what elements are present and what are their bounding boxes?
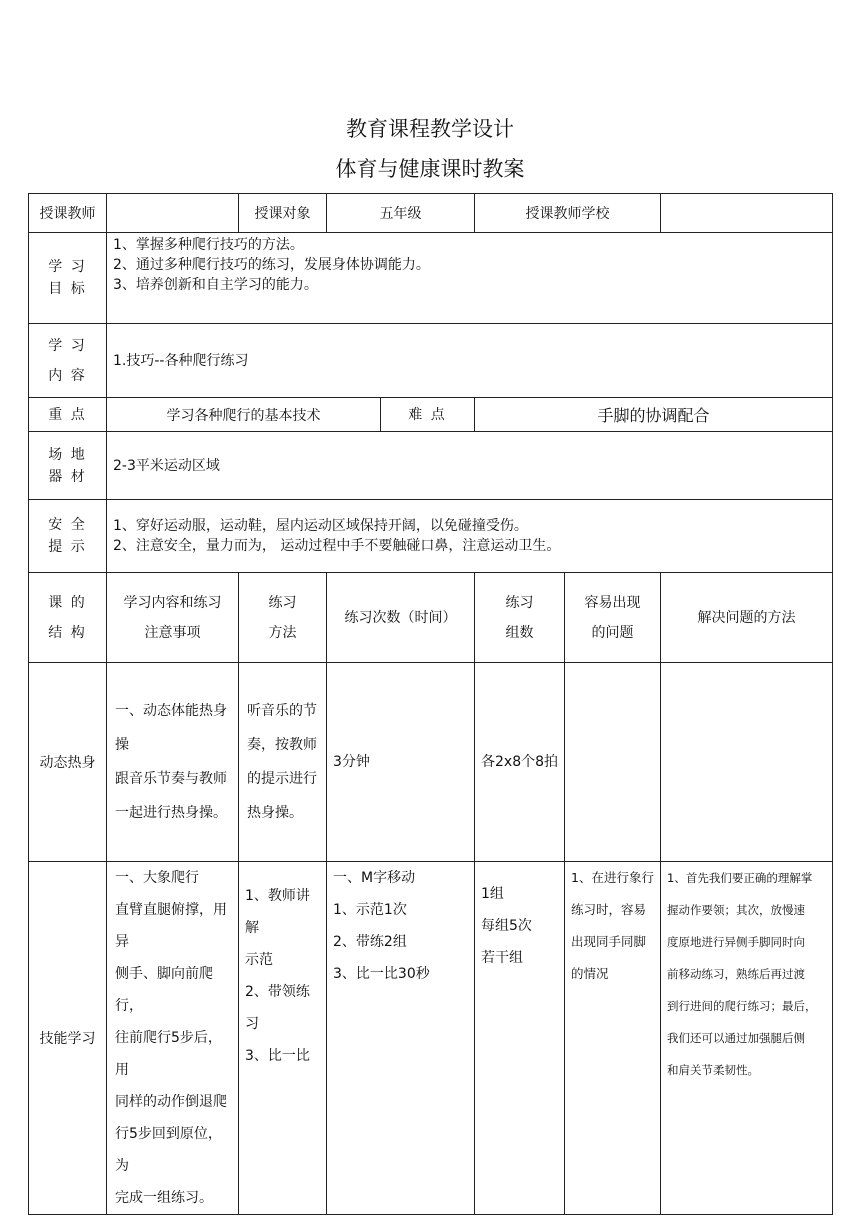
difficulty-label: 难 点 [381,398,475,432]
method-cell: 1、教师讲解 示范 2、带领练习 3、比一比 [239,862,327,1215]
col-times-header: 练习次数（时间） [327,573,475,663]
col-content-header: 学习内容和练习 注意事项 [107,573,239,663]
phase-cell: 技能学习 [29,862,107,1215]
safety-item: 1、穿好运动服，运动鞋，屋内运动区域保持开阔，以免碰撞受伤。 [113,518,528,534]
col-solutions-header: 解决问题的方法 [661,573,833,663]
target-value: 五年级 [327,194,475,233]
table-row [29,862,833,1215]
safety-item: 2、注意安全，量力而为， 运动过程中手不要触碰口鼻，注意运动卫生。 [113,538,561,554]
times-cell: 3分钟 [327,663,475,862]
school-value [661,194,833,233]
key-point-value: 学习各种爬行的基本技术 [107,398,381,432]
phase-cell: 动态热身 [29,663,107,862]
col-groups-header: 练习 组数 [475,573,565,663]
venue-label: 场 地 器 材 [29,432,107,500]
goal-item: 1、掌握多种爬行技巧的方法。 [113,237,304,253]
goal-item: 2、通过多种爬行技巧的练习，发展身体协调能力。 [113,257,430,273]
goals-label: 学 习 目 标 [29,233,107,324]
document-title: 教育课程教学设计 [346,117,514,141]
solutions-cell: 1、首先我们要正确的理解掌 握动作要领；其次，放慢速 度原地进行异侧手脚同时向 前移动练习，熟练后再过渡 到行进间的爬行练习；最后， 我们还可以通过加强腿后侧 和肩关节柔韧性。 [661,862,833,1215]
safety-list [107,500,833,573]
content-text: 1.技巧--各种爬行练习 [107,324,833,398]
table-row [29,663,833,862]
target-label: 授课对象 [239,194,327,233]
problems-cell: 1、在进行象行 练习时，容易 出现同手同脚 的情况 [565,862,661,1215]
times-cell: 一、M字移动 1、示范1次 2、带练2组 3、比一比30秒 [327,862,475,1215]
content-label: 学 习 内 容 [29,324,107,398]
col-method-header: 练习 方法 [239,573,327,663]
groups-cell: 1组 每组5次 若干组 [475,862,565,1215]
key-point-label: 重 点 [29,398,107,432]
lesson-plan-table [28,193,833,1215]
problems-cell [565,663,661,862]
document-subtitle: 体育与健康课时教案 [335,157,525,181]
col-structure-header: 课 的 结 构 [29,573,107,663]
teacher-label: 授课教师 [29,194,107,233]
col-problems-header: 容易出现 的问题 [565,573,661,663]
goals-list [107,233,833,324]
difficulty-value: 手脚的协调配合 [475,398,833,432]
content-cell: 一、动态体能热身 操 跟音乐节奏与教师 一起进行热身操。 [107,663,239,862]
groups-cell: 各2x8个8拍 [475,663,565,862]
safety-label: 安 全 提 示 [29,500,107,573]
school-label: 授课教师学校 [475,194,661,233]
method-cell: 听音乐的节 奏，按教师 的提示进行 热身操。 [239,663,327,862]
teacher-value [107,194,239,233]
venue-text: 2-3平米运动区域 [107,432,833,500]
content-cell: 一、大象爬行 直臂直腿俯撑，用异 侧手、脚向前爬行， 往前爬行5步后，用 同样的动作倒退爬 行5步回到原位，为 完成一组练习。 [107,862,239,1215]
goal-item: 3、培养创新和自主学习的能力。 [113,277,318,293]
solutions-cell [661,663,833,862]
